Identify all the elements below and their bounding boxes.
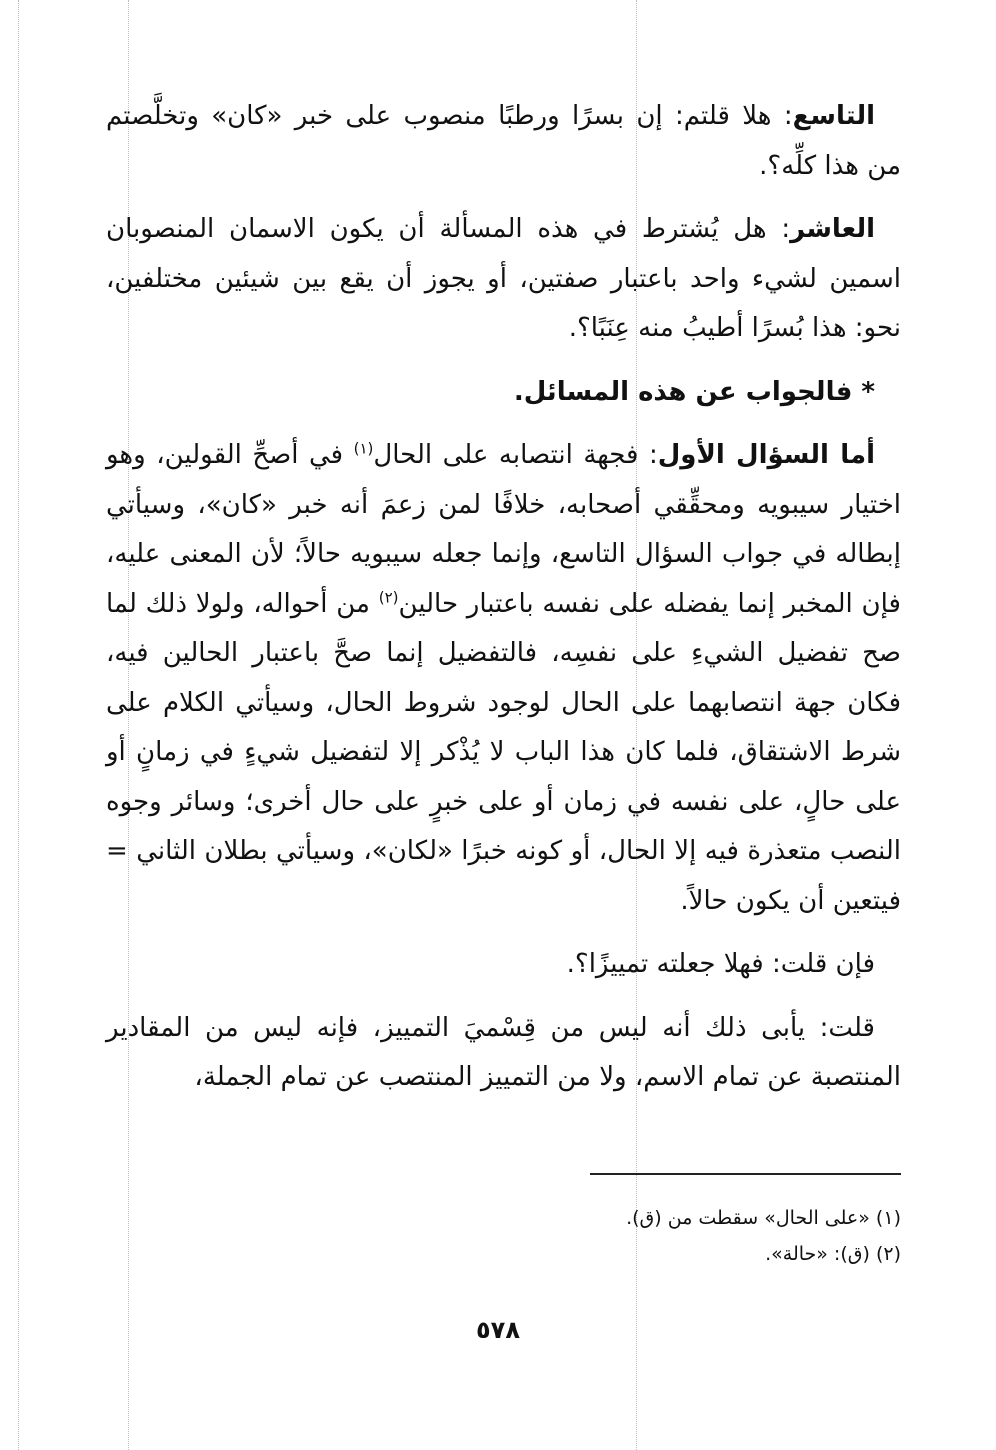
- paragraph-reply: قلت: يأبى ذلك أنه ليس من قِسْميَ التمييز، فإنه ليس من المقادير المنتصبة عن تمام الاسم، ولا من التمييز المنتصب عن تمام الجملة،: [106, 1012, 901, 1092]
- paragraph-lead: أما السؤال الأول: [657, 440, 875, 470]
- scan-artifact-line: [18, 0, 19, 1450]
- paragraph-lead: التاسع: [792, 101, 875, 131]
- footnote-item: (٢) (ق): «حالة».: [765, 1243, 901, 1265]
- footnote-marker: (٢): [378, 587, 399, 606]
- paragraph-text: : فجهة انتصابه على الحال: [373, 440, 658, 470]
- paragraph-lead: العاشر: [790, 214, 875, 244]
- footnote-item: (١) «على الحال» سقطت من (ق).: [626, 1207, 901, 1229]
- paragraph-text: : هلا قلتم: إن بسرًا ورطبًا منصوب على خبر «كان» وتخلَّصتم من هذا كلِّه؟.: [106, 101, 901, 181]
- answer-heading: * فالجواب عن هذه المسائل.: [513, 376, 875, 407]
- paragraph-first-answer: [106, 431, 901, 926]
- footnotes: [106, 1200, 901, 1272]
- paragraph-text: في أصحِّ القولين، وهو اختيار سيبويه ومحقِّقي أصحابه، خلافًا لمن زعمَ أنه خبر «كان»، وسيأتي إبطاله في جواب السؤال التاسع، وإنما جعله سيبويه حالاً؛ لأن المعنى عليه، فإن المخبر إنما يفضله على نفسه باعتبار حالين: [106, 440, 901, 619]
- paragraph-text: من أحواله، ولولا ذلك لما صح تفضيل الشيءِ على نفسِه، فالتفضيل إنما صحَّ باعتبار الحالين فيه، فكان جهة انتصابهما على الحال لوجود شروط الحال، وسيأتي الكلام على شرط الاشتقاق، فلما كان هذا الباب لا يُذْكر إلا لتفضيل شيءٍ في زمانٍ أو على حالٍ، على نفسه في زمان أو على خبرٍ على حال أخرى؛ وسائر وجوه النصب متعذرة فيه إلا الحال، أو كونه خبرًا «لكان»، وسيأتي بطلان الثاني = فيتعين أن يكون حالاً.: [106, 588, 901, 916]
- paragraph-ninth: [106, 92, 901, 191]
- paragraph-tenth: [106, 205, 901, 354]
- footnote-marker: (١): [353, 439, 374, 458]
- paragraph-text: : هل يُشترط في هذه المسألة أن يكون الاسمان المنصوبان اسمين لشيء واحد باعتبار صفتين، أو يجوز أن يقع بين شيئين مختلفين، نحو: هذا بُسرًا أطيبُ منه عِنَبًا؟.: [106, 214, 901, 343]
- page-number: ٥٧٨: [476, 1316, 520, 1344]
- paragraph-question: فإن قلت: فهلا جعلته تمييزًا؟.: [566, 949, 875, 979]
- main-text: [106, 92, 901, 1117]
- footnote-divider: [590, 1173, 901, 1175]
